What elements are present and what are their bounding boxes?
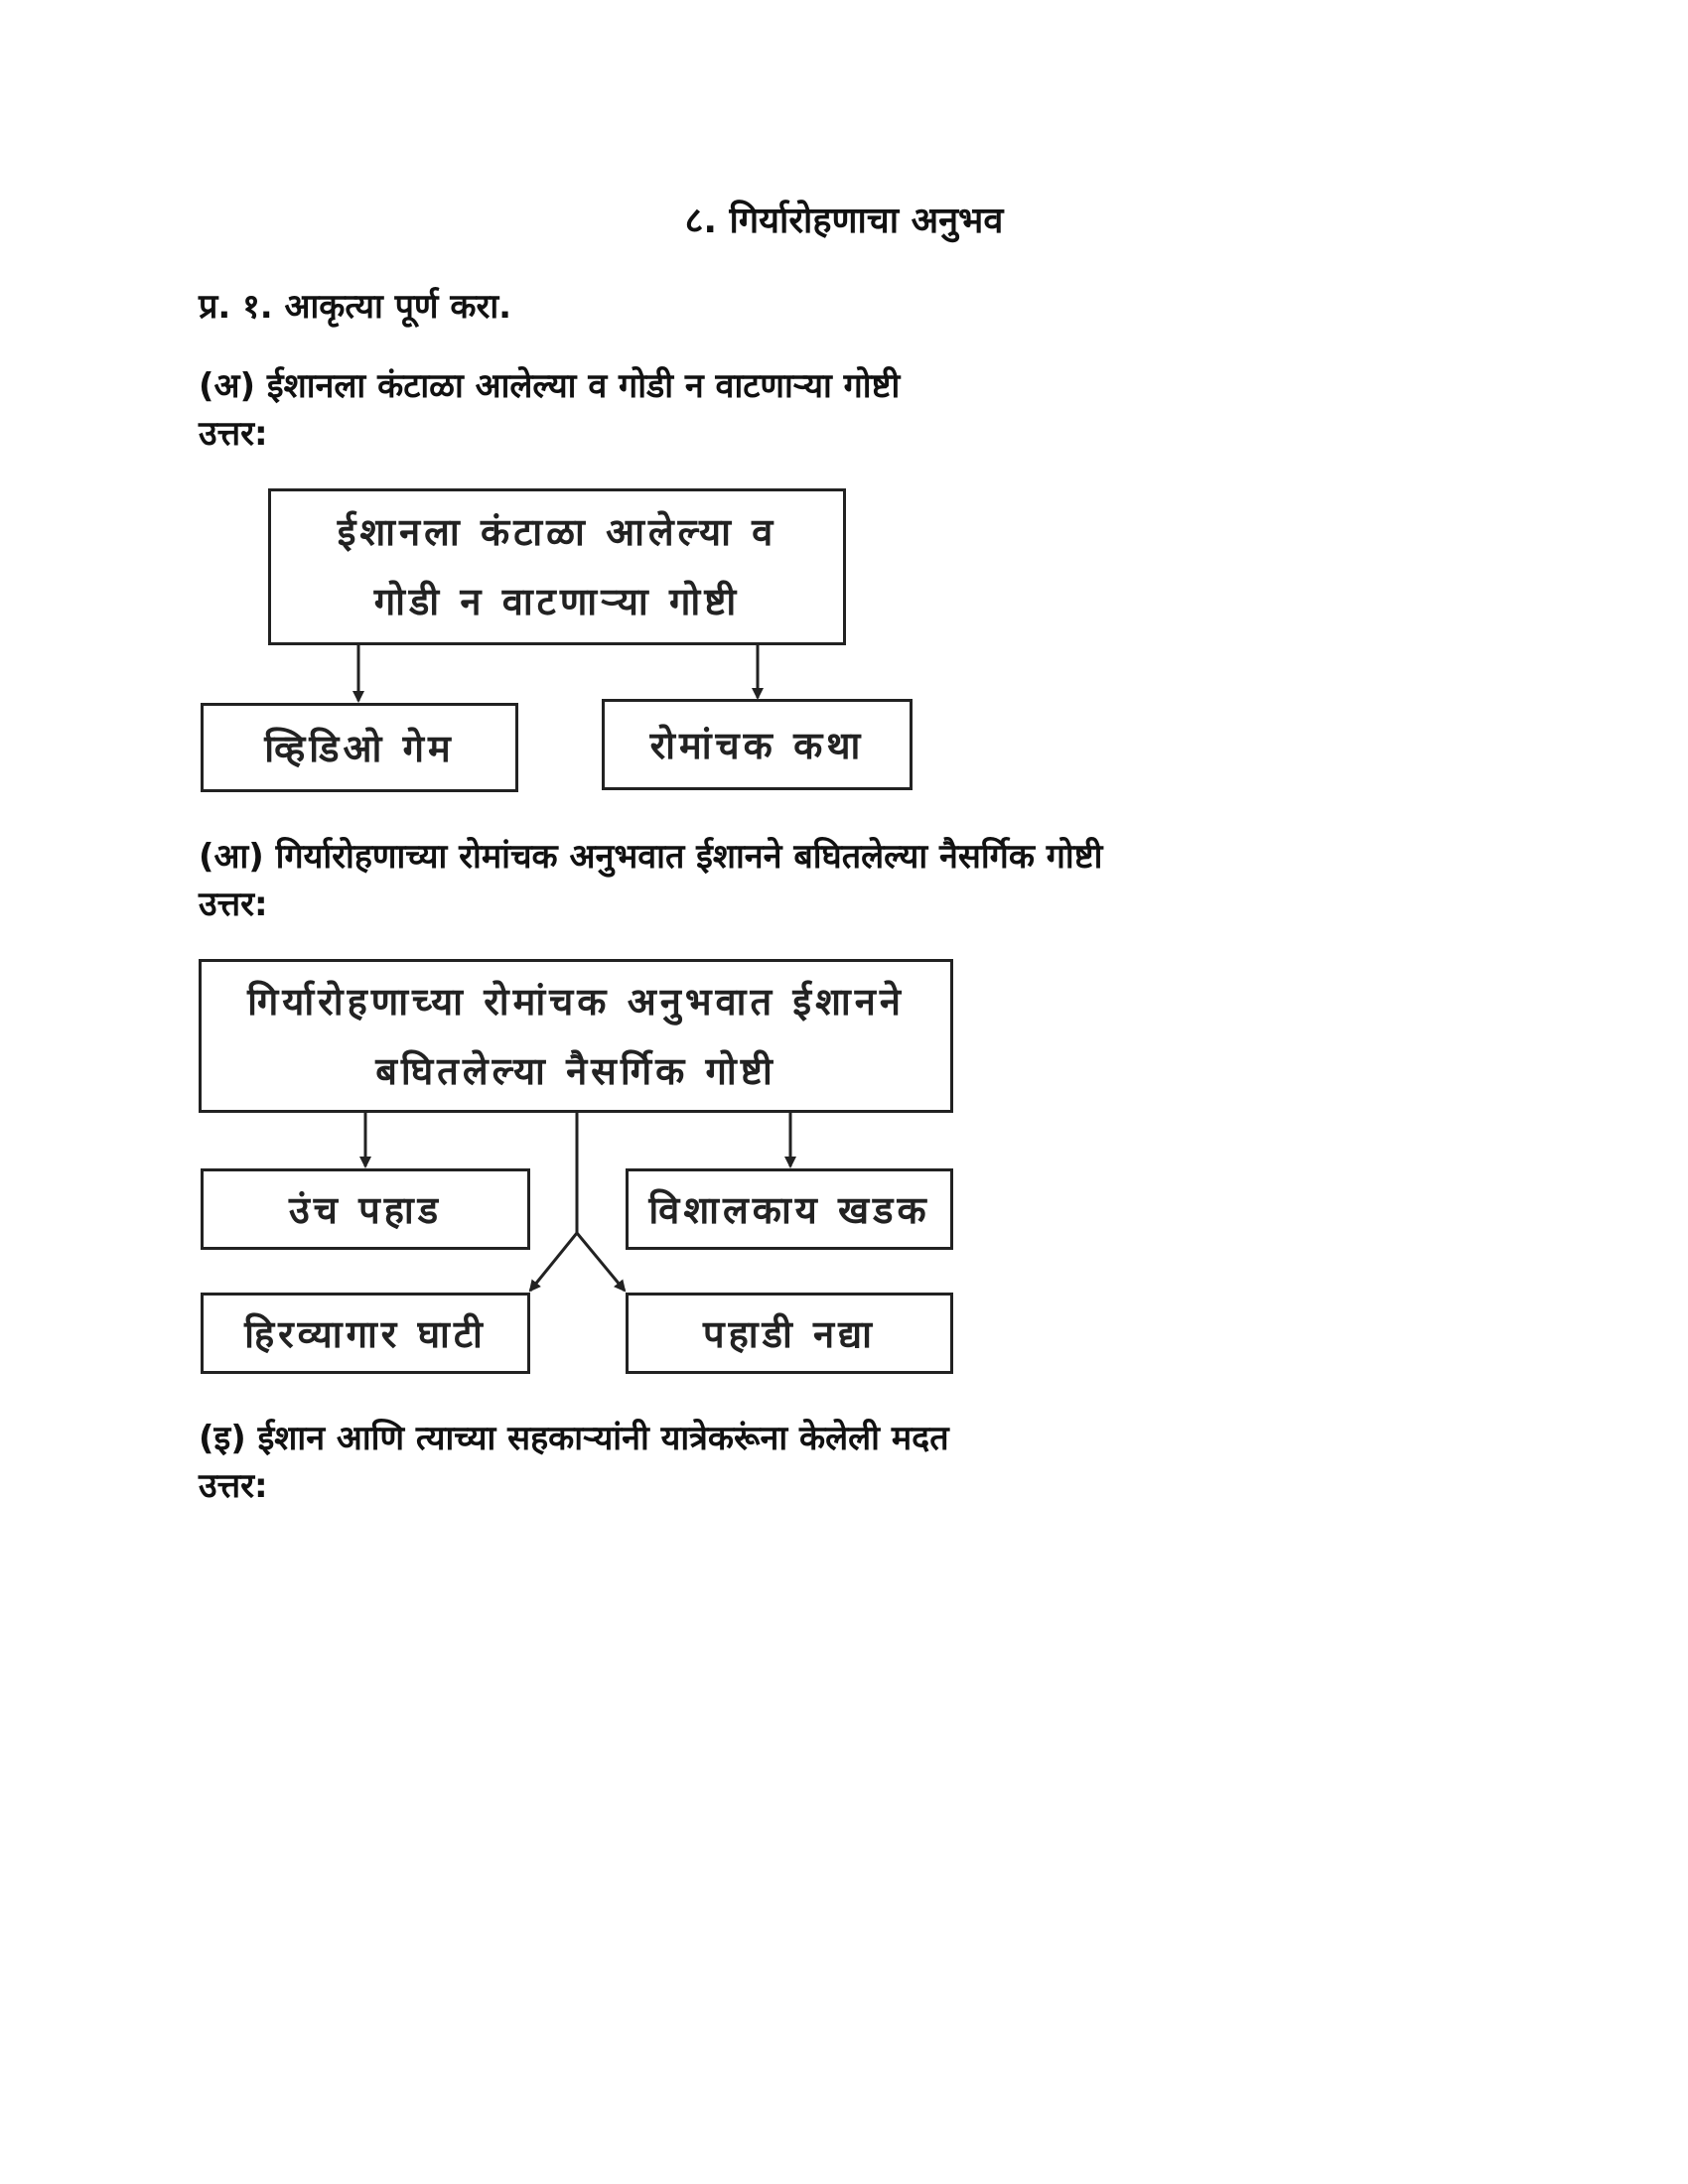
diagram-a-main-line-2: गोडी न वाटणाऱ्या गोष्टी: [373, 580, 741, 623]
diagram-a-main-box: [268, 488, 846, 645]
diagram-b-arrow-bottom-left: [530, 1233, 577, 1291]
diagram-a-leaf-video-game: [201, 703, 518, 792]
diagram-b-leaf-high-mountain: [201, 1168, 530, 1250]
part-a-prompt: (अ) ईशानला कंटाळा आलेल्या व गोडी न वाटणाऱ्या गोष्टी: [199, 366, 901, 406]
diagram-b-leaf-3-label: हिरव्यागार घाटी: [244, 1312, 487, 1356]
diagram-b-leaf-2-label: विशालकाय खडक: [648, 1188, 930, 1232]
diagram-b-leaf-green-valley: [201, 1293, 530, 1374]
diagram-b-main-line-2: बघितलेल्या नैसर्गिक गोष्टी: [375, 1048, 776, 1093]
diagram-b-main-box: [199, 959, 953, 1113]
diagram-a-leaf-2-label: रोमांचक कथा: [649, 724, 865, 767]
question-heading: प्र. १. आकृत्या पूर्ण करा.: [199, 287, 512, 327]
part-a-answer-label: उत्तर:: [199, 414, 268, 454]
diagram-b-leaf-1-label: उंच पहाड: [288, 1188, 443, 1232]
diagram-b-leaf-huge-rock: [626, 1168, 953, 1250]
diagram-b-main-line-1: गिर्यारोहणाच्या रोमांचक अनुभवात ईशानने: [247, 979, 905, 1024]
diagram-a-leaf-1-label: व्हिडिओ गेम: [264, 727, 455, 770]
page-title: ८. गिर्यारोहणाचा अनुभव: [684, 201, 1004, 241]
diagram-b-leaf-mountain-rivers: [626, 1293, 953, 1374]
part-b-prompt: (आ) गिर्यारोहणाच्या रोमांचक अनुभवात ईशानने बघितलेल्या नैसर्गिक गोष्टी: [199, 837, 1103, 877]
diagram-a-leaf-thrilling-story: [602, 699, 913, 790]
part-b-answer-label: उत्तर:: [199, 885, 268, 924]
diagram-b-leaf-4-label: पहाडी नद्या: [703, 1312, 876, 1356]
part-c-answer-label: उत्तर:: [199, 1466, 268, 1506]
diagram-b-arrow-bottom-right: [577, 1233, 625, 1291]
part-c-prompt: (इ) ईशान आणि त्याच्या सहकाऱ्यांनी यात्रेकरूंना केलेली मदत: [199, 1419, 949, 1458]
diagram-a-main-line-1: ईशानला कंटाळा आलेल्या व: [337, 510, 777, 554]
